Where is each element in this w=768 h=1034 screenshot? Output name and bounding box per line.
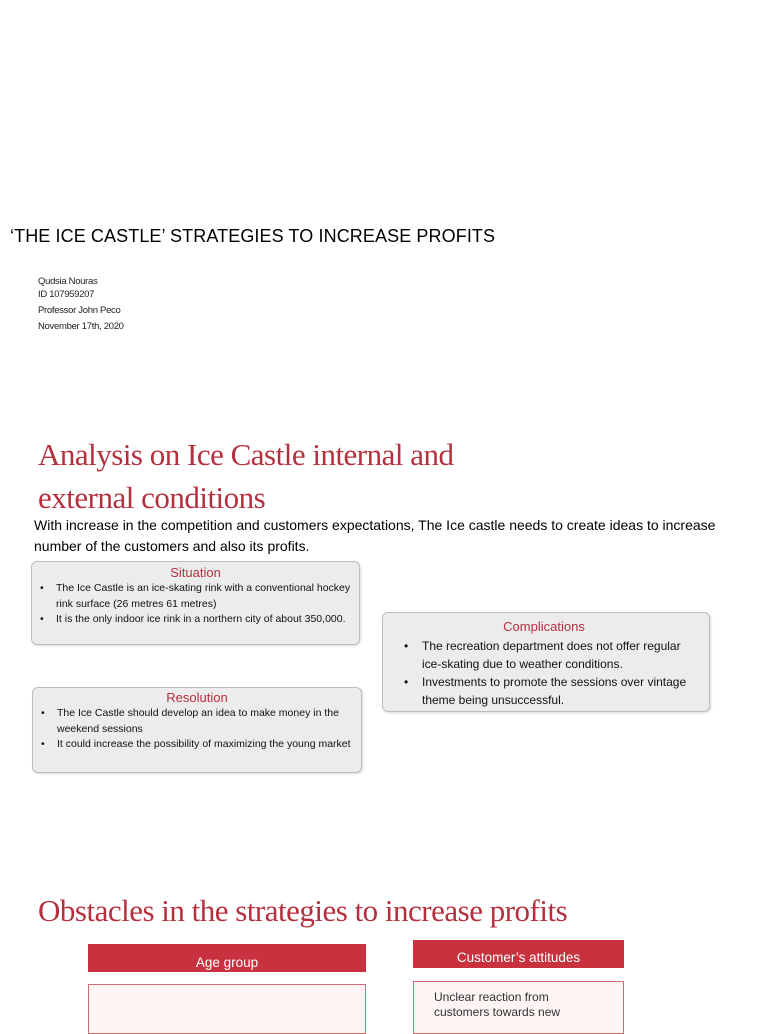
resolution-item: • It could increase the possibility of maximizing the young market [39,737,355,753]
author-name: Qudsia Nouras [38,276,98,287]
age-group-panel [88,984,366,1034]
professor-name: Professor John Peco [38,305,121,316]
complications-item: • Investments to promote the sessions over vintage theme being unsuccessful. [389,673,699,709]
situation-item: • The Ice Castle is an ice-skating rink with a conventional hockey rink surface (26 metres 61 metres) [38,581,353,612]
customer-attitudes-text-line2: customers towards new [434,1005,561,1019]
resolution-list [39,706,355,753]
complications-list [389,637,699,709]
complications-box [382,612,710,712]
resolution-item: • The Ice Castle should develop an idea to make money in the weekend sessions [39,706,355,737]
complications-item: • The recreation department does not offer regular ice-skating due to weather conditions. [389,637,699,673]
situation-title: Situation [170,565,221,580]
document-date: November 17th, 2020 [38,321,124,332]
situation-item: • It is the only indoor ice rink in a northern city of about 350,000. [38,612,353,628]
situation-box [31,561,360,645]
resolution-title: Resolution [166,690,228,705]
customer-attitudes-header: Customer’s attitudes [413,940,624,968]
customer-attitudes-panel [413,981,624,1034]
resolution-box [32,687,362,773]
age-group-header: Age group [88,944,366,972]
complications-title: Complications [503,619,585,634]
analysis-heading-line2: external conditions [38,480,266,515]
customer-attitudes-text-line1: Unclear reaction from [434,990,549,1004]
document-title: ‘THE ICE CASTLE’ STRATEGIES TO INCREASE PROFITS [10,226,496,246]
situation-list [38,581,353,628]
analysis-heading [38,433,454,519]
analysis-heading-line1: Analysis on Ice Castle internal and [38,437,454,472]
student-id: ID 107959207 [38,289,95,300]
obstacles-heading: Obstacles in the strategies to increase profits [38,893,568,928]
analysis-intro: With increase in the competition and customers expectations, The Ice castle needs to create ideas to increase number of the customers and also its profits. [34,517,716,554]
